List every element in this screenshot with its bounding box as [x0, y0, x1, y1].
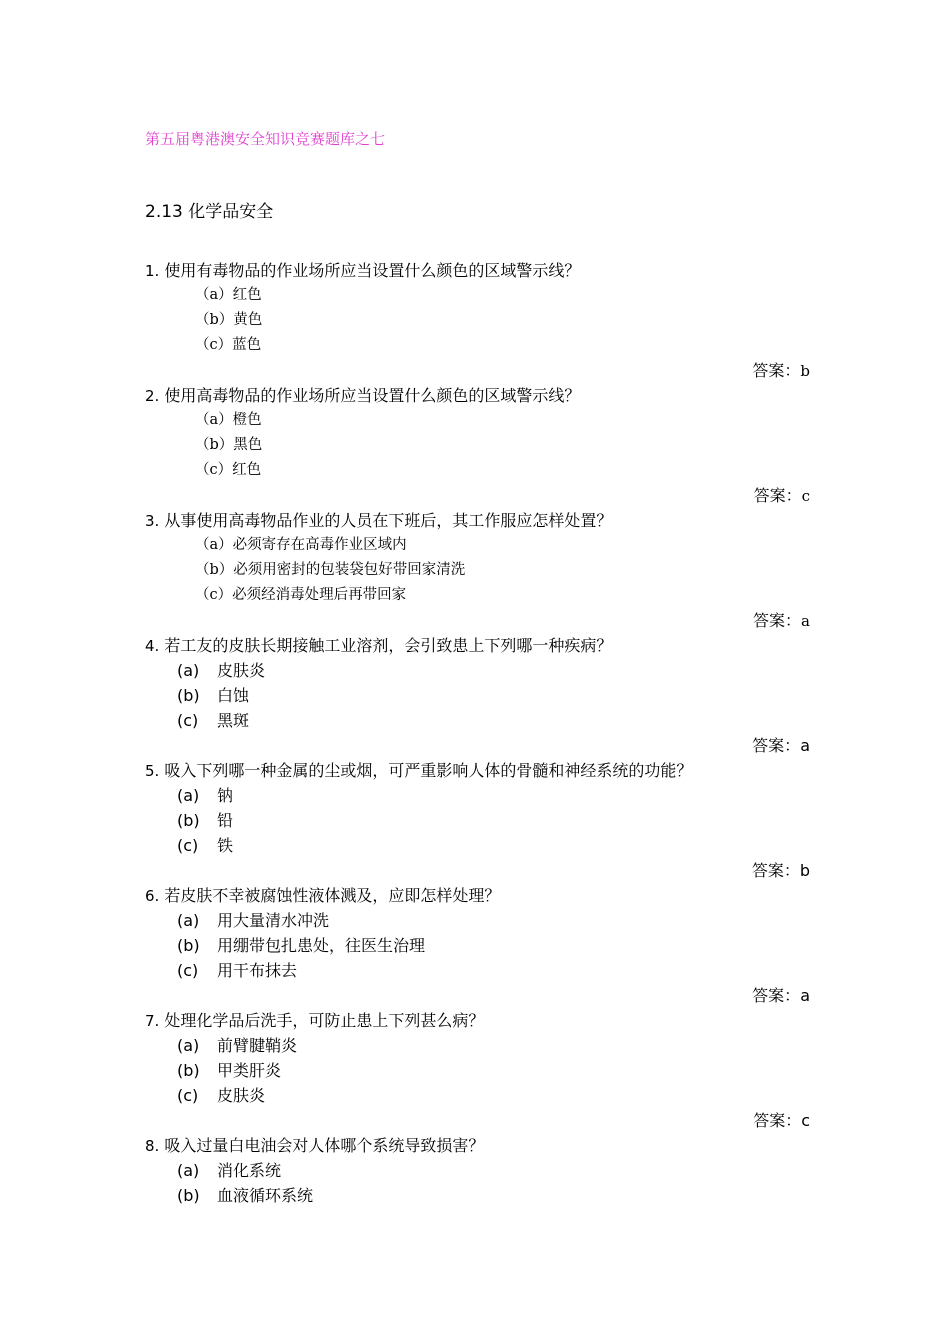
- option-list: [145, 908, 810, 983]
- question-line: [145, 883, 810, 908]
- option-letter: (c): [177, 1086, 199, 1105]
- question-line: [145, 758, 810, 783]
- option-text: 红色: [232, 462, 262, 478]
- option-item: [177, 908, 810, 933]
- option-item: [177, 658, 810, 683]
- option-text: 消化系统: [217, 1161, 282, 1180]
- question-text: 使用高毒物品的作业场所应当设置什么颜色的区域警示线？: [164, 386, 581, 405]
- option-item: [177, 783, 810, 808]
- option-text: 必须用密封的包装袋包好带回家清洗: [233, 562, 466, 578]
- option-item: [195, 558, 810, 583]
- answer-value: b: [800, 362, 810, 380]
- option-text: 黑斑: [217, 711, 250, 730]
- option-list: [145, 533, 810, 608]
- section-heading: 2.13 化学品安全: [145, 202, 274, 222]
- question-text: 吸入下列哪一种金属的尘或烟，可严重影响人体的骨髓和神经系统的功能？: [164, 761, 693, 780]
- option-item: [195, 583, 810, 608]
- answer-value: a: [800, 986, 810, 1005]
- answer-line: [145, 608, 810, 633]
- question-number: 3.: [145, 512, 160, 530]
- option-item: [177, 1158, 810, 1183]
- option-text: 用绷带包扎患处，往医生治理: [217, 936, 426, 955]
- option-letter: (a): [177, 661, 200, 680]
- option-text: 皮肤炎: [217, 1086, 266, 1105]
- question-line: [145, 633, 810, 658]
- option-letter: (c): [177, 836, 199, 855]
- option-letter: (a): [177, 1036, 200, 1055]
- option-letter: (a): [177, 786, 200, 805]
- question-text: 若皮肤不幸被腐蚀性液体溅及，应即怎样处理？: [164, 886, 501, 905]
- option-letter: (a): [177, 1161, 200, 1180]
- answer-line: [145, 983, 810, 1008]
- option-item: [177, 808, 810, 833]
- question-item: [145, 883, 810, 1008]
- question-number: 6.: [145, 887, 160, 905]
- option-item: [195, 308, 810, 333]
- option-item: [177, 1058, 810, 1083]
- question-line: [145, 1133, 810, 1158]
- answer-value: c: [801, 487, 810, 505]
- option-text: 用大量清水冲洗: [217, 911, 330, 930]
- question-item: [145, 508, 810, 633]
- option-text: 血液循环系统: [217, 1186, 314, 1205]
- option-letter: （c）: [195, 587, 233, 603]
- option-letter: (b): [177, 686, 200, 705]
- option-text: 甲类肝炎: [217, 1061, 282, 1080]
- answer-line: [145, 358, 810, 383]
- option-letter: （a）: [195, 537, 233, 553]
- option-text: 铁: [217, 836, 234, 855]
- question-text: 吸入过量白电油会对人体哪个系统导致损害？: [164, 1136, 485, 1155]
- question-line: [145, 1008, 810, 1033]
- option-list: [145, 1033, 810, 1108]
- option-item: [177, 708, 810, 733]
- option-letter: (b): [177, 936, 200, 955]
- question-number: 5.: [145, 762, 160, 780]
- question-text: 若工友的皮肤长期接触工业溶剂，会引致患上下列哪一种疾病？: [164, 636, 613, 655]
- option-text: 前臂腱鞘炎: [217, 1036, 298, 1055]
- option-item: [195, 458, 810, 483]
- option-letter: (c): [177, 711, 199, 730]
- question-item: [145, 633, 810, 758]
- question-number: 2.: [145, 387, 160, 405]
- question-text: 处理化学品后洗手，可防止患上下列甚么病？: [164, 1011, 485, 1030]
- option-item: [177, 1183, 810, 1208]
- answer-label: 答案：: [753, 611, 802, 630]
- option-item: [177, 1033, 810, 1058]
- document-title: 第五届粤港澳安全知识竞赛题库之七: [145, 130, 386, 148]
- option-text: 钠: [217, 786, 234, 805]
- option-letter: （a）: [195, 287, 233, 303]
- question-number: 1.: [145, 262, 160, 280]
- option-letter: (a): [177, 911, 200, 930]
- option-item: [177, 958, 810, 983]
- question-item: [145, 758, 810, 883]
- question-list: [145, 258, 810, 1208]
- question-text: 使用有毒物品的作业场所应当设置什么颜色的区域警示线？: [164, 261, 581, 280]
- option-list: [145, 783, 810, 858]
- answer-label: 答案：: [751, 861, 800, 880]
- option-letter: (c): [177, 961, 199, 980]
- question-line: [145, 508, 810, 533]
- option-list: [145, 408, 810, 483]
- question-line: [145, 258, 810, 283]
- option-text: 用干布抹去: [217, 961, 298, 980]
- option-letter: (b): [177, 811, 200, 830]
- option-text: 橙色: [232, 412, 262, 428]
- option-item: [195, 283, 810, 308]
- option-item: [195, 333, 810, 358]
- question-line: [145, 383, 810, 408]
- option-letter: （c）: [195, 462, 233, 478]
- option-item: [195, 408, 810, 433]
- answer-line: [145, 1108, 810, 1133]
- answer-value: c: [801, 1111, 810, 1130]
- answer-value: b: [799, 861, 810, 880]
- option-letter: （b）: [195, 562, 234, 578]
- option-item: [195, 533, 810, 558]
- answer-label: 答案：: [752, 986, 801, 1005]
- option-list: [145, 1158, 810, 1208]
- question-item: [145, 1008, 810, 1133]
- answer-value: a: [800, 736, 810, 755]
- option-letter: （c）: [195, 337, 233, 353]
- question-number: 4.: [145, 637, 160, 655]
- option-letter: (b): [177, 1061, 200, 1080]
- answer-line: [145, 858, 810, 883]
- answer-label: 答案：: [753, 1111, 802, 1130]
- option-item: [177, 1083, 810, 1108]
- option-text: 红色: [232, 287, 262, 303]
- option-list: [145, 283, 810, 358]
- answer-label: 答案：: [752, 361, 801, 380]
- answer-value: a: [801, 612, 810, 630]
- answer-line: [145, 733, 810, 758]
- option-text: 黄色: [233, 312, 263, 328]
- question-number: 8.: [145, 1137, 160, 1155]
- option-text: 必须寄存在高毒作业区域内: [232, 537, 407, 553]
- option-text: 必须经消毒处理后再带回家: [232, 587, 407, 603]
- option-item: [195, 433, 810, 458]
- option-item: [177, 683, 810, 708]
- answer-line: [145, 483, 810, 508]
- option-text: 铅: [217, 811, 234, 830]
- option-text: 蓝色: [232, 337, 262, 353]
- answer-label: 答案：: [753, 486, 802, 505]
- option-letter: （b）: [195, 312, 234, 328]
- answer-label: 答案：: [752, 736, 801, 755]
- question-text: 从事使用高毒物品作业的人员在下班后，其工作服应怎样处置？: [164, 511, 613, 530]
- option-letter: （a）: [195, 412, 233, 428]
- option-text: 皮肤炎: [217, 661, 266, 680]
- option-letter: （b）: [195, 437, 234, 453]
- question-item: [145, 1133, 810, 1208]
- option-item: [177, 933, 810, 958]
- question-number: 7.: [145, 1012, 160, 1030]
- question-item: [145, 383, 810, 508]
- option-text: 黑色: [233, 437, 263, 453]
- option-text: 白蚀: [217, 686, 250, 705]
- option-letter: (b): [177, 1186, 200, 1205]
- option-list: [145, 658, 810, 733]
- option-item: [177, 833, 810, 858]
- question-item: [145, 258, 810, 383]
